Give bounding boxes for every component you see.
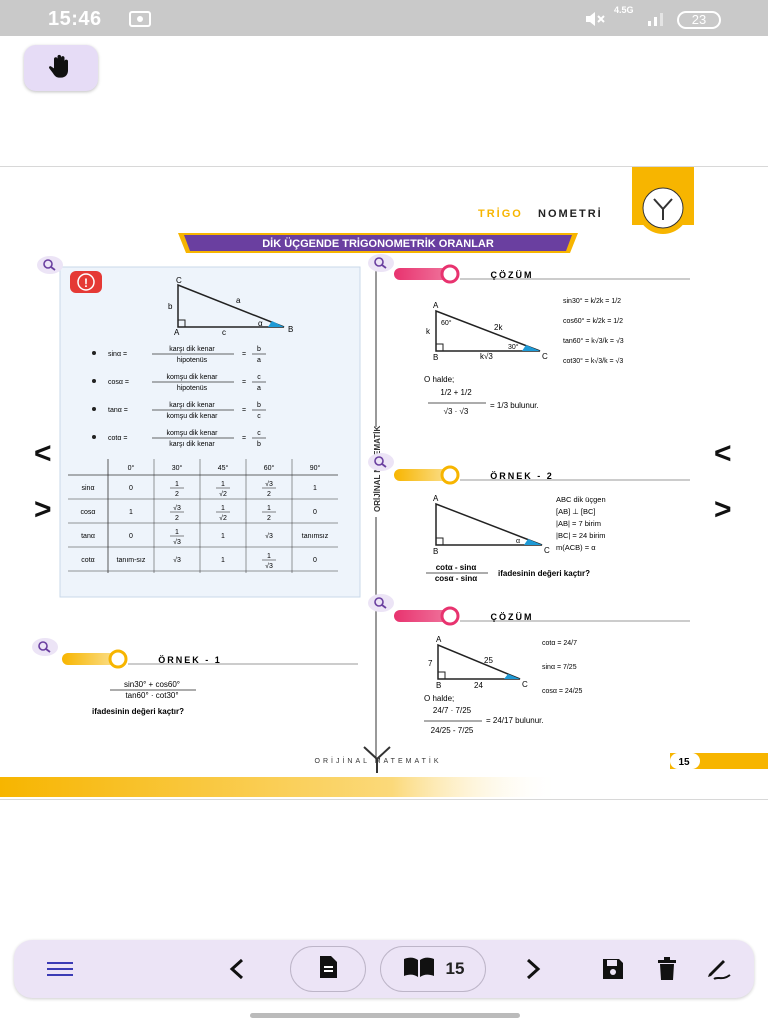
svg-text:2: 2 xyxy=(267,491,271,498)
status-bar xyxy=(0,0,768,36)
solution1-equations xyxy=(563,297,624,365)
book-icon xyxy=(402,956,436,983)
svg-text:k: k xyxy=(426,327,430,336)
svg-text:2: 2 xyxy=(175,515,179,522)
page-prev-arrow-right[interactable]: < xyxy=(714,437,732,470)
example2-given: m(ACB) = α xyxy=(556,543,596,552)
table-cell: 1 xyxy=(313,485,317,492)
definition-numerator: karşı dik kenar xyxy=(169,346,215,353)
svg-text:C: C xyxy=(542,352,548,361)
svg-text:25: 25 xyxy=(484,656,493,665)
svg-text:!: ! xyxy=(84,276,88,290)
svg-text:ÖRNEK - 2: ÖRNEK - 2 xyxy=(490,471,554,481)
table-cell: 1 xyxy=(267,505,271,512)
table-row-label: cosα xyxy=(80,509,96,516)
svg-text:√2: √2 xyxy=(219,491,227,498)
table-cell: 1 xyxy=(221,533,225,540)
page-next-arrow-right[interactable]: > xyxy=(714,493,732,526)
delete-icon[interactable] xyxy=(652,954,682,984)
footer-logo xyxy=(315,747,442,773)
solution1-equation: cos60° = k/2k = 1/2 xyxy=(563,318,624,325)
svg-text:√3: √3 xyxy=(265,563,273,570)
svg-text:c: c xyxy=(257,374,261,381)
definition-numerator: komşu dik kenar xyxy=(166,374,218,381)
example2-denominator: cosα - sinα xyxy=(434,574,478,583)
svg-text:ORİJİNAL MATEMATİK: ORİJİNAL MATEMATİK xyxy=(314,758,442,765)
page-jump-button[interactable] xyxy=(380,946,486,992)
definition-denominator: komşu dik kenar xyxy=(166,413,218,420)
svg-text:a: a xyxy=(236,296,241,305)
definition-function: tanα = xyxy=(108,407,128,414)
footer-band xyxy=(0,777,560,797)
svg-text:1/2 + 1/2: 1/2 + 1/2 xyxy=(440,388,472,397)
menu-icon[interactable] xyxy=(42,954,78,984)
example2-given: ABC dik üçgen xyxy=(556,495,606,504)
table-cell: √3 xyxy=(173,505,181,512)
solution2-header xyxy=(394,608,690,624)
section-title-banner xyxy=(178,233,578,253)
table-cell: 1 xyxy=(175,529,179,536)
example2-question: ifadesinin değeri kaçtır? xyxy=(498,569,591,578)
definition-numerator: komşu dik kenar xyxy=(166,430,218,437)
table-header: 45° xyxy=(217,465,229,472)
table-header: 0° xyxy=(127,465,135,472)
svg-text:c: c xyxy=(257,430,261,437)
table-cell: tanımsız xyxy=(301,533,329,540)
table-cell: 0 xyxy=(129,533,133,540)
solution1-header xyxy=(394,266,690,282)
svg-text:B: B xyxy=(436,681,442,690)
zoom-icon-info[interactable] xyxy=(37,256,63,274)
warning-icon xyxy=(70,271,102,293)
table-cell: tanım-sız xyxy=(116,557,146,564)
example2-given: |BC| = 24 birim xyxy=(556,531,606,540)
svg-text:A: A xyxy=(436,635,442,644)
svg-text:a: a xyxy=(257,357,261,364)
solution2-fraction xyxy=(424,706,482,735)
solution1-equation: tan60° = k√3/k = √3 xyxy=(563,338,624,345)
solution1-equation: sin30° = k/2k = 1/2 xyxy=(563,298,622,305)
example1-header xyxy=(62,651,358,667)
svg-text:b: b xyxy=(257,441,261,448)
svg-text:b: b xyxy=(257,402,261,409)
table-cell: √3 xyxy=(265,533,273,540)
svg-text:√3: √3 xyxy=(173,539,181,546)
table-cell: 1 xyxy=(221,505,225,512)
zoom-icon-example1[interactable] xyxy=(32,638,58,656)
book-page xyxy=(0,166,768,800)
table-cell: 1 xyxy=(267,553,271,560)
zoom-icon-solution1[interactable] xyxy=(368,254,394,272)
svg-text:ÇÖZÜM: ÇÖZÜM xyxy=(490,270,534,280)
svg-text:√3 · √3: √3 · √3 xyxy=(443,407,469,416)
example2-givens xyxy=(556,495,606,552)
document-button[interactable] xyxy=(290,946,366,992)
svg-text:B: B xyxy=(288,325,294,334)
table-header: 90° xyxy=(309,465,321,472)
solution2-equation: cotα = 24/7 xyxy=(542,640,577,647)
page-next-arrow[interactable]: > xyxy=(34,493,52,526)
home-indicator xyxy=(250,1013,520,1018)
page-number: 15 xyxy=(678,757,690,768)
table-cell: 1 xyxy=(221,557,225,564)
svg-text:ÖRNEK - 1: ÖRNEK - 1 xyxy=(158,655,222,665)
svg-text:k√3: k√3 xyxy=(480,352,493,361)
svg-text:24: 24 xyxy=(474,681,483,690)
definition-denominator: karşı dik kenar xyxy=(169,441,215,448)
svg-text:b: b xyxy=(168,302,173,311)
save-icon[interactable] xyxy=(598,954,628,984)
solution2-then: O halde; xyxy=(424,694,455,703)
svg-text:ÇÖZÜM: ÇÖZÜM xyxy=(490,612,534,622)
solution2-equation: sinα = 7/25 xyxy=(542,664,577,671)
corner-logo xyxy=(632,167,694,234)
table-cell: 0 xyxy=(129,485,133,492)
solution1-equation: cot30° = k√3/k = √3 xyxy=(563,358,624,365)
svg-text:B: B xyxy=(433,547,439,556)
subject-title-part1: TRİGO xyxy=(478,208,523,220)
solution2-triangle xyxy=(428,635,528,690)
clock: 15:46 xyxy=(48,8,102,30)
svg-text:24/7 · 7/25: 24/7 · 7/25 xyxy=(432,706,472,715)
example1-question: ifadesinin değeri kaçtır? xyxy=(92,707,185,716)
solution1-then: O halde; xyxy=(424,375,455,384)
svg-text:A: A xyxy=(174,328,180,337)
svg-text:B: B xyxy=(433,353,439,362)
svg-text:√2: √2 xyxy=(219,515,227,522)
table-cell: 1 xyxy=(175,481,179,488)
example1-denominator: tan60° · cot30° xyxy=(125,691,179,700)
table-cell: √3 xyxy=(265,481,273,488)
hand-tool-button[interactable] xyxy=(24,45,98,91)
example1-numerator: sin30° + cos60° xyxy=(124,680,180,689)
table-cell: 1 xyxy=(221,481,225,488)
definition-denominator: hipotenüs xyxy=(176,385,208,392)
document-icon xyxy=(317,955,339,984)
hand-icon xyxy=(47,52,75,85)
svg-text:2: 2 xyxy=(267,515,271,522)
svg-text:=: = xyxy=(242,435,247,442)
definition-function: cotα = xyxy=(108,435,128,442)
example2-numerator: cotα - sinα xyxy=(435,563,477,572)
table-cell: 1 xyxy=(129,509,133,516)
svg-text:C: C xyxy=(176,276,182,285)
svg-text:=: = xyxy=(242,379,247,386)
signal-icon xyxy=(646,9,668,32)
subject-title-part2: NOMETRİ xyxy=(538,208,603,220)
solution1-result: = 1/3 bulunur. xyxy=(490,401,539,410)
bottom-toolbar xyxy=(14,940,754,998)
svg-text:c: c xyxy=(257,413,261,420)
example2-header xyxy=(394,467,690,483)
svg-text:60°: 60° xyxy=(441,320,452,327)
section-title: DİK ÜÇGENDE TRİGONOMETRİK ORANLAR xyxy=(262,238,494,250)
zoom-icon-solution2[interactable] xyxy=(368,594,394,612)
table-cell: √3 xyxy=(173,557,181,564)
table-header: 60° xyxy=(263,465,275,472)
svg-text:=: = xyxy=(242,351,247,358)
definition-numerator: karşı dik kenar xyxy=(169,402,215,409)
svg-text:C: C xyxy=(522,680,528,689)
page-prev-arrow[interactable]: < xyxy=(34,437,52,470)
svg-text:A: A xyxy=(433,494,439,503)
next-page-button[interactable] xyxy=(518,954,548,984)
svg-text:=: = xyxy=(242,407,247,414)
svg-text:c: c xyxy=(222,328,226,337)
network-type: 4.5G xyxy=(614,5,634,15)
page-number-tab xyxy=(670,753,768,769)
solution1-triangle xyxy=(426,301,548,362)
table-row-label: cotα xyxy=(81,557,95,564)
table-row-label: tanα xyxy=(81,533,95,540)
mute-icon xyxy=(584,10,606,33)
svg-text:2k: 2k xyxy=(494,323,503,332)
example2-triangle xyxy=(433,494,550,556)
battery-indicator: 23 xyxy=(677,11,721,29)
svg-text:7: 7 xyxy=(428,659,433,668)
example2-given: |AB| = 7 birim xyxy=(556,519,601,528)
svg-text:30°: 30° xyxy=(508,344,519,351)
draw-icon[interactable] xyxy=(704,954,734,984)
current-page-number: 15 xyxy=(445,959,465,978)
svg-text:24/25 - 7/25: 24/25 - 7/25 xyxy=(430,726,474,735)
definition-function: cosα = xyxy=(108,379,129,386)
definition-function: sinα = xyxy=(108,351,128,358)
solution1-fraction xyxy=(428,388,486,416)
example2-given: [AB] ⊥ [BC] xyxy=(556,507,596,516)
solution2-equation: cosα = 24/25 xyxy=(542,688,583,695)
svg-text:α: α xyxy=(258,319,263,328)
zoom-icon-example2[interactable] xyxy=(368,453,394,471)
definition-denominator: hipotenüs xyxy=(176,357,208,364)
screen-record-icon xyxy=(128,10,152,33)
solution2-result: = 24/17 bulunur. xyxy=(486,716,544,725)
table-cell: 0 xyxy=(313,557,317,564)
svg-text:b: b xyxy=(257,346,261,353)
table-cell: 0 xyxy=(313,509,317,516)
table-row-label: sinα xyxy=(81,485,95,492)
solution2-equations xyxy=(542,640,583,695)
table-header: 30° xyxy=(171,465,183,472)
svg-text:C: C xyxy=(544,546,550,555)
svg-text:2: 2 xyxy=(175,491,179,498)
svg-text:A: A xyxy=(433,301,439,310)
previous-page-button[interactable] xyxy=(222,954,252,984)
svg-text:a: a xyxy=(257,385,261,392)
svg-text:α: α xyxy=(516,538,521,545)
